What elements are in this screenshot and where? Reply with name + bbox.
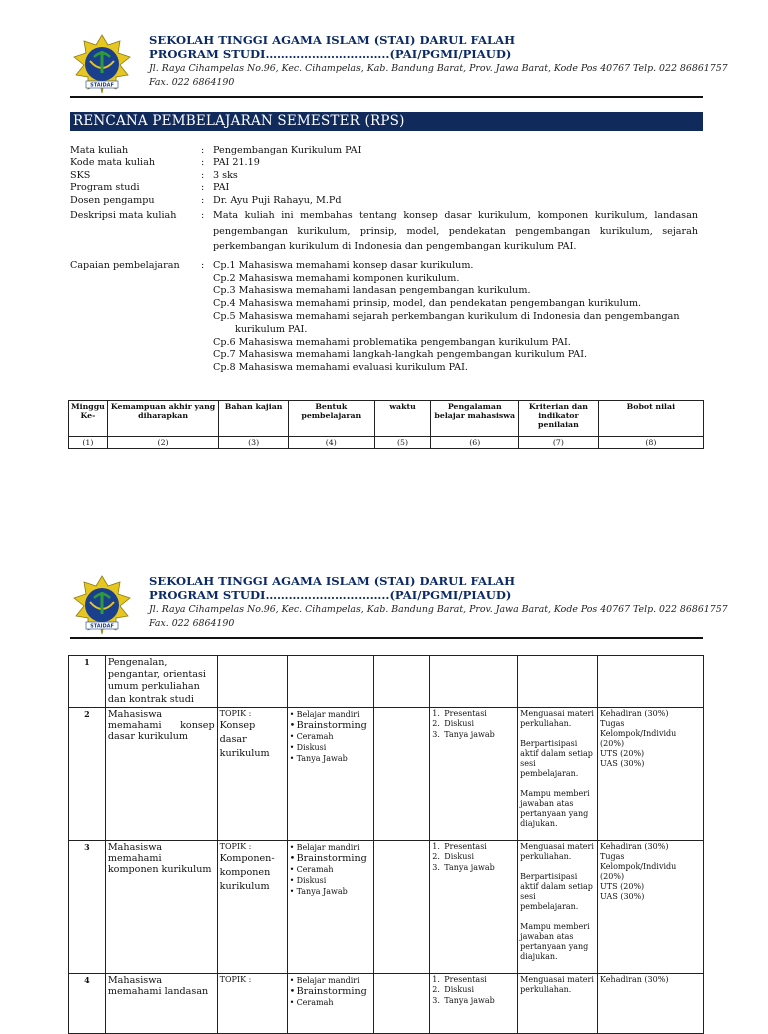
- assessment-criteria: Menguasai materi perkuliahan. Berpartisipasi aktif dalam setiap sesi pembelajaran. Mampu memberi jawaban atas pertanyaan yang diajukan.: [518, 707, 598, 840]
- letterhead-top: [70, 33, 728, 95]
- outcome-item: Cp.7 Mahasiswa memahami langkah-langkah pengembangan kurikulum PAI.: [213, 349, 588, 361]
- info-value: Dr. Ayu Puji Rahayu, M.Pd: [213, 194, 342, 206]
- column-header: Bobot nilai: [598, 401, 703, 437]
- outcome-item: Cp.8 Mahasiswa memahami evaluasi kurikulum PAI.: [213, 362, 468, 374]
- info-value: PAI 21.19: [213, 157, 260, 169]
- column-number: (3): [219, 437, 289, 449]
- learning-ability: Pengenalan, pengantar, orientasi umum perkuliahan dan kontrak studi: [105, 656, 217, 708]
- letterhead-page2: [70, 574, 728, 636]
- learning-forms: • Belajar mandiri • Brainstorming • Ceramah • Diskusi • Tanya Jawab: [287, 840, 373, 973]
- info-label: Deskripsi mata kuliah: [70, 210, 177, 222]
- learning-forms: • Belajar mandiri • Brainstorming • Ceramah: [287, 973, 373, 1033]
- table-header-row: [69, 401, 704, 437]
- grade-weight: Kehadiran (30%) Tugas Kelompok/Individu (20%) UTS (20%) UAS (30%): [598, 707, 704, 840]
- week-number: 2: [69, 707, 106, 840]
- table-row: [69, 973, 704, 1033]
- info-label: Dosen pengampu: [70, 194, 155, 206]
- column-number: (4): [288, 437, 374, 449]
- institution-name: SEKOLAH TINGGI AGAMA ISLAM (STAI) DARUL FALAH: [149, 33, 516, 47]
- learning-ability: Mahasiswa memahami konsep dasar kurikulum: [105, 707, 217, 840]
- outcome-item: Cp.5 Mahasiswa memahami sejarah perkembangan kurikulum di Indonesia dan pengembangan: [213, 311, 680, 322]
- course-description: Mata kuliah ini membahas tentang konsep dasar kurikulum, komponen kurikulum, landasan pengembangan kurikulum, prinsip, model, pendekatan pengembangan kurikulum, sejarah perkembangan kurikulum di Indonesia dan pengembangan kurikulum PAI.: [213, 210, 698, 253]
- outcome-item: Cp.3 Mahasiswa memahami landasan pengembangan kurikulum.: [213, 285, 531, 297]
- address-line: Jl. Raya Cihampelas No.96, Kec. Cihampelas, Kab. Bandung Barat, Prov. Jawa Barat, Kode Pos 40767 Telp. 022 86861757: [149, 63, 728, 74]
- outcome-item: Cp.6 Mahasiswa memahami problematika pengembangan kurikulum PAI.: [213, 336, 571, 348]
- info-value: Pengembangan Kurikulum PAI: [213, 145, 362, 156]
- header-divider: [70, 96, 703, 98]
- column-number-row: [69, 437, 704, 449]
- address-line: Jl. Raya Cihampelas No.96, Kec. Cihampelas, Kab. Bandung Barat, Prov. Jawa Barat, Kode Pos 40767 Telp. 022 86861757: [149, 604, 728, 615]
- student-experience: 1. Presentasi 2. Diskusi 3. Tanya jawab: [430, 707, 518, 840]
- student-experience: 1. Presentasi 2. Diskusi 3. Tanya jawab: [430, 973, 518, 1033]
- column-number: (6): [431, 437, 519, 449]
- column-number: (5): [374, 437, 431, 449]
- info-label: Kode mata kuliah: [70, 157, 156, 169]
- week-number: 4: [69, 973, 106, 1033]
- table-row: [69, 656, 704, 708]
- student-experience: 1. Presentasi 2. Diskusi 3. Tanya jawab: [430, 840, 518, 973]
- outcome-item: Cp.4 Mahasiswa memahami prinsip, model, dan pendekatan pengembangan kurikulum.: [213, 298, 642, 310]
- svg-text:STAIDAF: STAIDAF: [90, 623, 114, 630]
- header-divider: [70, 637, 703, 639]
- outcome-item: Cp.1 Mahasiswa memahami konsep dasar kurikulum.: [213, 259, 474, 271]
- description-row: Deskripsi mata kuliah : Mata kuliah ini membahas tentang konsep dasar kurikulum, komponen kurikulum, landasan pengembangan kurikulum, prinsip, model, pendekatan pengembangan kurikulum, sejarah perkembangan kurikulum di Indonesia dan pengembangan kurikulum PAI.: [70, 210, 698, 255]
- info-row: Dosen pengampu : Dr. Ayu Puji Rahayu, M.Pd: [70, 195, 698, 207]
- column-number: (1): [69, 437, 108, 449]
- college-logo-icon: [70, 33, 134, 95]
- fax-line: Fax. 022 6864190: [149, 77, 235, 88]
- grade-weight: Kehadiran (30%): [598, 973, 704, 1033]
- rps-table-body: [68, 655, 704, 1034]
- college-logo-icon: [70, 574, 134, 636]
- learning-ability: Mahasiswa memahami komponen kurikulum: [105, 840, 217, 973]
- outcomes-row: Capaian pembelajaran : Cp.1 Mahasiswa memahami konsep dasar kurikulum. Cp.2 Mahasiswa memahami komponen kurikulum. Cp.3 Mahasiswa memahami landasan pengembangan kurikulum. Cp.4 Mahasiswa memahami prinsip, model, dan pendekatan pengembangan kurikulum. Cp.5 Mahasiswa memahami sejarah perkembangan kurikulum di Indonesia dan pengembangan kurikulum PAI. Cp.6 Mahasiswa memahami problematika pengembangan kurikulum PAI. Cp.7 Mahasiswa memahami langkah-langkah pengembangan kurikulum PAI. Cp.8 Mahasiswa memahami evaluasi kurikulum PAI.: [70, 260, 698, 375]
- info-label: SKS: [70, 169, 91, 181]
- program-name: PROGRAM STUDI…………………………..(PAI/PGMI/PIAUD): [149, 588, 512, 602]
- learning-ability: Mahasiswa memahami landasan: [105, 973, 217, 1033]
- assessment-criteria: Menguasai materi perkuliahan. Berpartisipasi aktif dalam setiap sesi pembelajaran. Mampu memberi jawaban atas pertanyaan yang diajukan.: [518, 840, 598, 973]
- study-material: TOPIK : Konsep dasar kurikulum: [217, 707, 287, 840]
- column-header: waktu: [374, 401, 431, 437]
- svg-text:STAIDAF: STAIDAF: [90, 82, 114, 89]
- program-name: PROGRAM STUDI…………………………..(PAI/PGMI/PIAUD): [149, 47, 512, 61]
- info-row: Kode mata kuliah : PAI 21.19: [70, 157, 698, 169]
- info-label: Capaian pembelajaran: [70, 259, 180, 271]
- grade-weight: Kehadiran (30%) Tugas Kelompok/Individu (20%) UTS (20%) UAS (30%): [598, 840, 704, 973]
- info-value: 3 sks: [213, 169, 238, 181]
- column-number: (7): [519, 437, 599, 449]
- table-row: [69, 840, 704, 973]
- info-label: Mata kuliah: [70, 145, 129, 156]
- info-value: PAI: [213, 182, 230, 194]
- column-header: Kemampuan akhir yang diharapkan: [107, 401, 218, 437]
- column-header: Bentuk pembelajaran: [288, 401, 374, 437]
- course-info: [70, 145, 698, 375]
- column-header: Kriterian dan indikator penilaian: [519, 401, 599, 437]
- study-material: TOPIK :: [217, 973, 287, 1033]
- week-number: 3: [69, 840, 106, 973]
- outcomes-list: [213, 260, 698, 375]
- document-title: RENCANA PEMBELAJARAN SEMESTER (RPS): [70, 112, 703, 131]
- info-row: Mata kuliah : Pengembangan Kurikulum PAI: [70, 145, 698, 157]
- table-row: [69, 707, 704, 840]
- column-number: (8): [598, 437, 703, 449]
- info-row: Program studi : PAI: [70, 182, 698, 194]
- study-material: TOPIK : Komponen-komponen kurikulum: [217, 840, 287, 973]
- info-label: Program studi: [70, 182, 140, 194]
- assessment-criteria: Menguasai materi perkuliahan.: [518, 973, 598, 1033]
- column-header: Bahan kajian: [219, 401, 289, 437]
- outcome-item: kurikulum PAI.: [235, 323, 308, 335]
- outcome-item: Cp.2 Mahasiswa memahami komponen kurikulum.: [213, 272, 460, 284]
- fax-line: Fax. 022 6864190: [149, 618, 235, 629]
- column-header: Pengalaman belajar mahasiswa: [431, 401, 519, 437]
- rps-table-header: [68, 400, 704, 449]
- column-number: (2): [107, 437, 218, 449]
- column-header: Minggu Ke-: [69, 401, 108, 437]
- institution-name: SEKOLAH TINGGI AGAMA ISLAM (STAI) DARUL FALAH: [149, 574, 516, 588]
- week-number: 1: [69, 656, 106, 708]
- learning-forms: • Belajar mandiri • Brainstorming • Ceramah • Diskusi • Tanya Jawab: [287, 707, 373, 840]
- info-row: SKS : 3 sks: [70, 170, 698, 182]
